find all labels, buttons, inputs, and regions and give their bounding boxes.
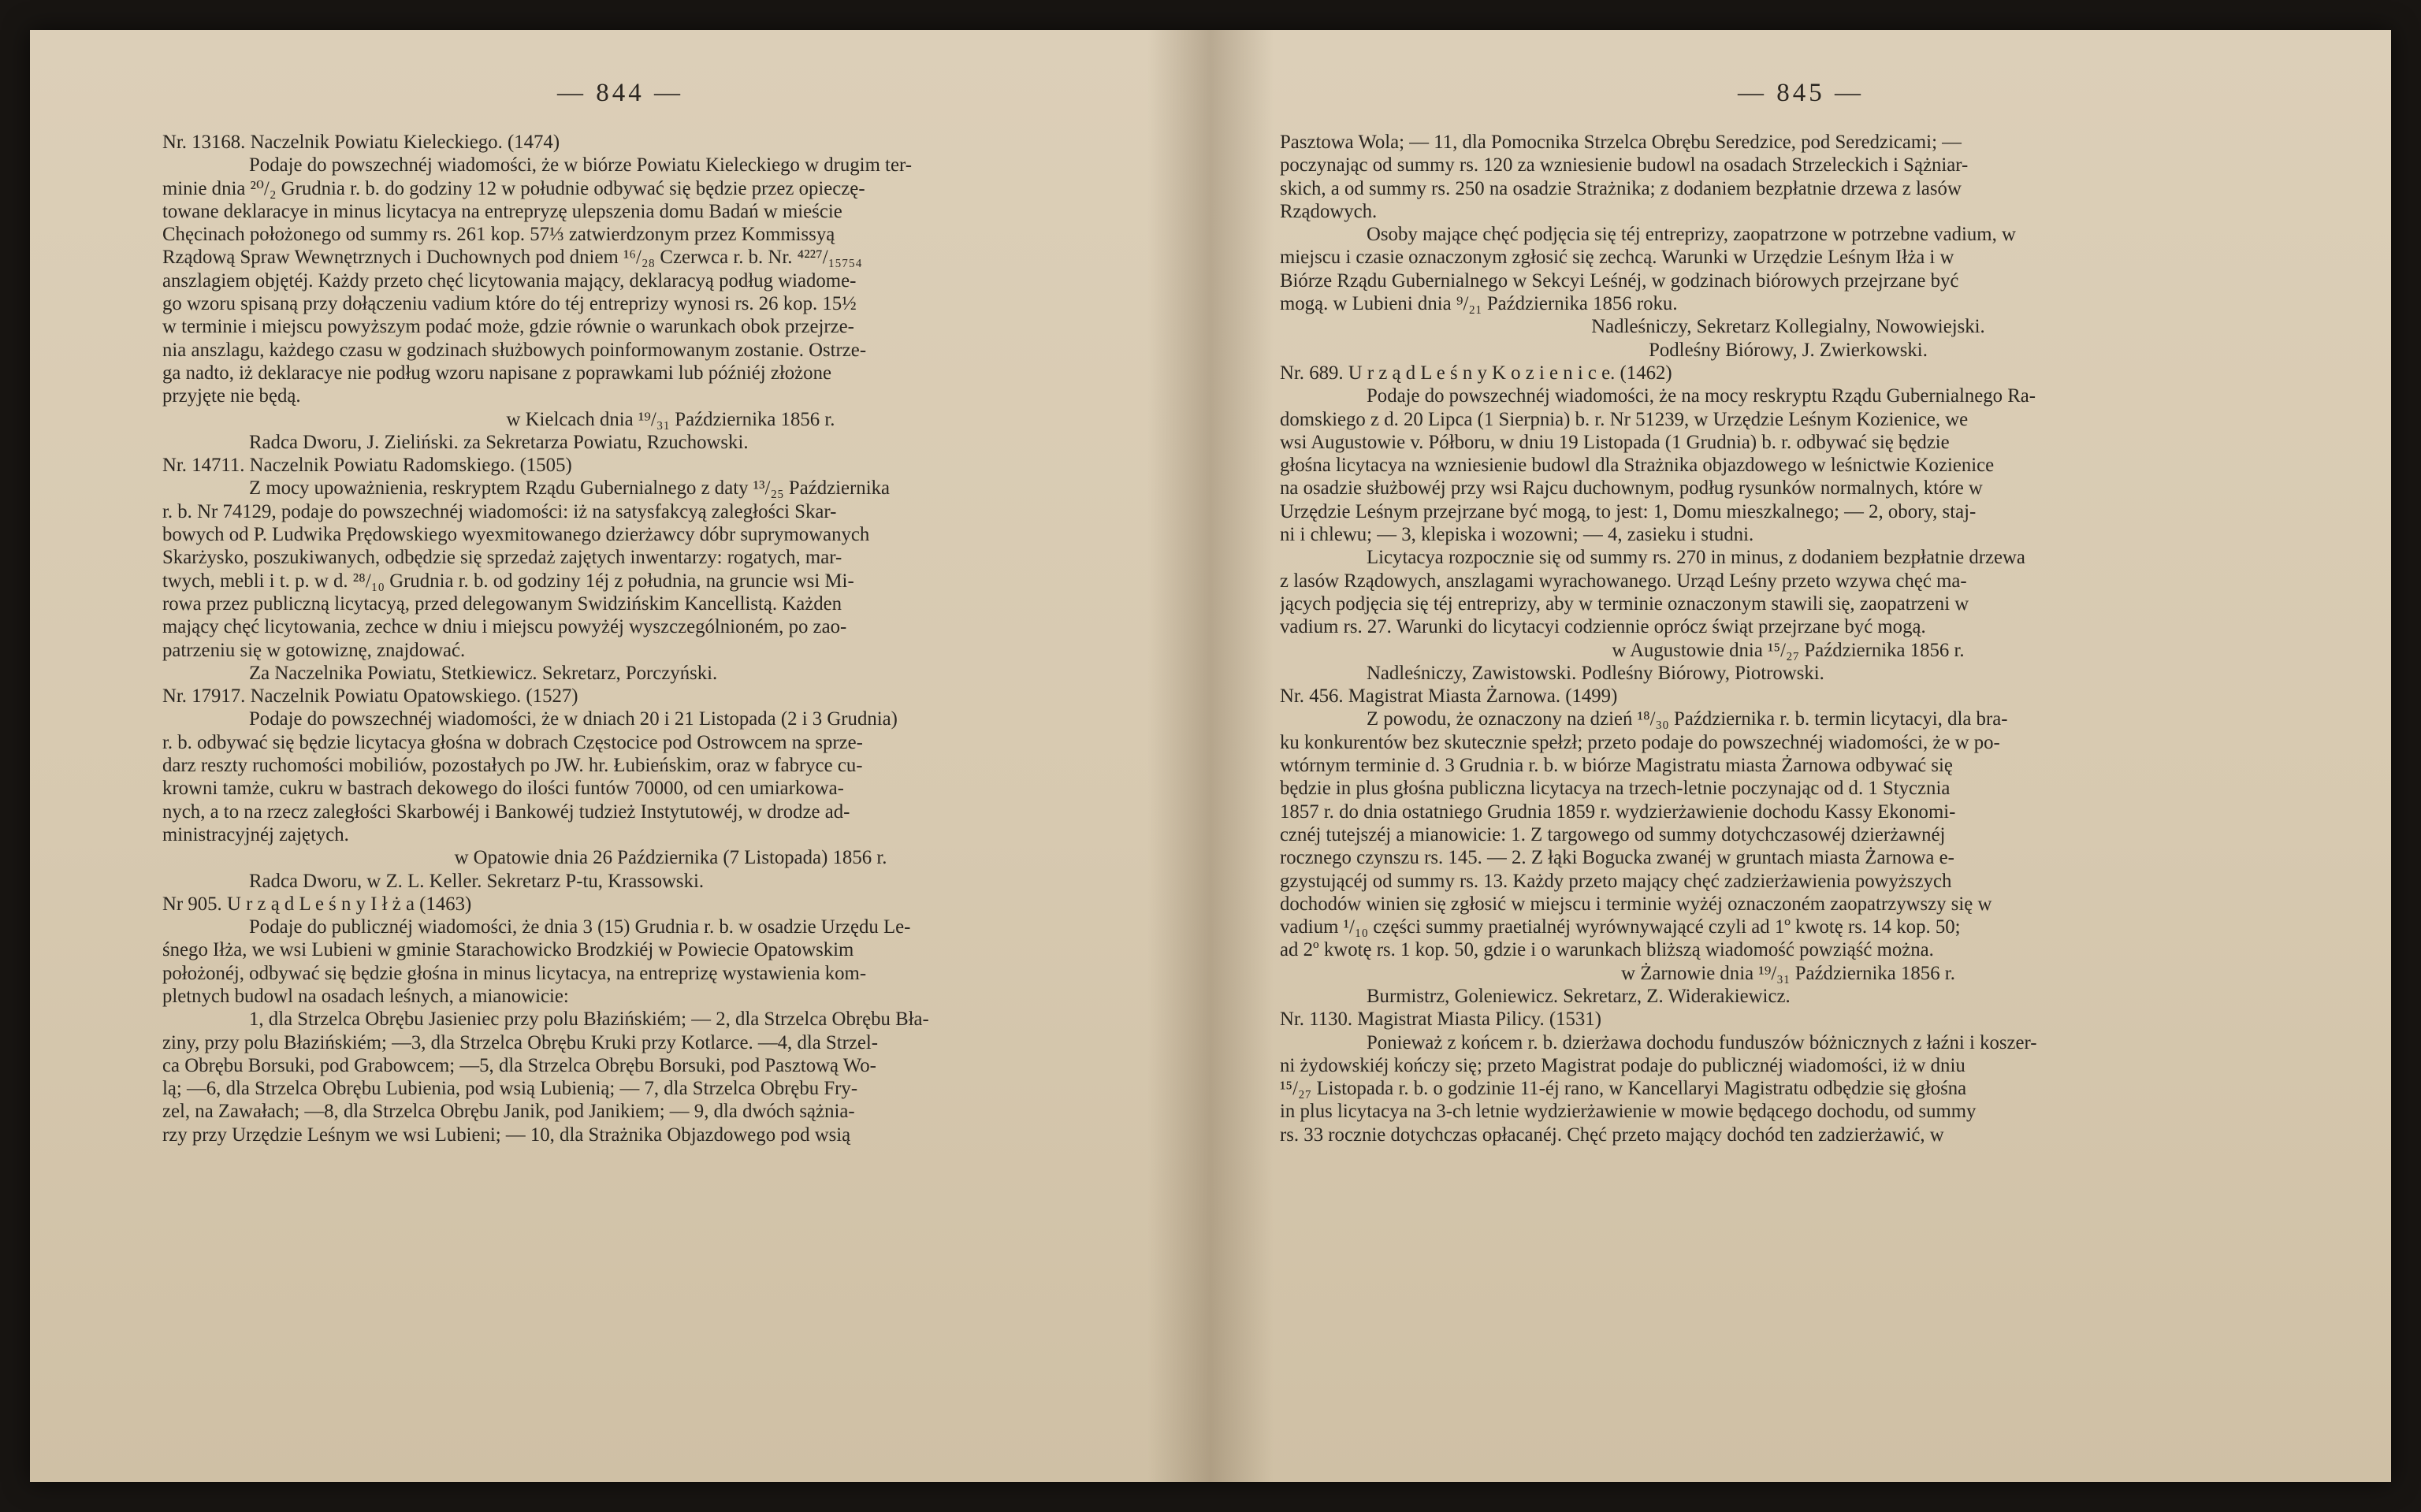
- text-line: Osoby mające chęć podjęcia się téj entreprizy, zaopatrzone w potrzebne vadium, w: [1367, 224, 2016, 246]
- text-line: w terminie i miejscu powyższym podać może, gdzie równie o warunkach obok przejrze-: [162, 316, 854, 338]
- text-line: ministracyjnéj zajętych.: [162, 823, 349, 845]
- text-line: śnego Iłża, we wsi Lubieni w gminie Starachowicko Brodzkiéj w Powiecie Opatowskim: [162, 939, 854, 961]
- text-line: miejscu i czasie oznaczonym zgłosić się zechcą. Warunki w Urzędzie Leśnym Iłża i w: [1280, 247, 1954, 269]
- text-line: Rządową Spraw Wewnętrznych i Duchownych pod dniem ¹⁶/₂₈ Czerwca r. b. Nr. ⁴²²⁷/₁₅₇₅₄: [162, 247, 862, 269]
- text-line: w Kielcach dnia ¹⁹/₃₁ Października 1856 r.: [506, 408, 835, 430]
- text-line: będzie in plus głośna publiczna licytacya na trzech-letnie poczynając od d. 1 Stycznia: [1280, 778, 1951, 800]
- text-line: pletnych budowl na osadach leśnych, a mianowicie:: [162, 985, 569, 1007]
- text-line: Z mocy upoważnienia, reskryptem Rządu Gubernialnego z daty ¹³/₂₅ Października: [249, 477, 890, 500]
- text-line: głośna licytacya na wzniesienie budowl dla Strażnika objazdowego w leśnictwie Kozienice: [1280, 455, 1995, 477]
- page-right: [1210, 30, 2391, 1482]
- text-line: na osadzie służbowéj przy wsi Rajcu duchownym, podług rysunków normalnych, które w: [1280, 477, 1983, 500]
- text-line: ni i chlewu; — 3, klepiska i wozowni; — 4, zasieku i studni.: [1280, 524, 1754, 546]
- text-line: Nr 905. U r z ą d L e ś n y I ł ż a (1463): [162, 893, 472, 915]
- text-line: go wzoru spisaną przy dołączeniu vadium które do téj entreprizy wynosi rs. 26 kop. 15½: [162, 293, 857, 315]
- page-number-right: — 845 —: [1738, 79, 1864, 107]
- text-line: gzystującéj od summy rs. 13. Każdy przeto mający chęć zadzierżawienia powyższych: [1280, 870, 1952, 892]
- text-line: Nadleśniczy, Zawistowski. Podleśny Biórowy, Piotrowski.: [1367, 662, 1824, 684]
- text-line: Radca Dworu, w Z. L. Keller. Sekretarz P-tu, Krassowski.: [249, 870, 705, 892]
- text-line: 1, dla Strzelca Obrębu Jasieniec przy polu Błazińskiém; — 2, dla Strzelca Obrębu Bła-: [249, 1009, 929, 1031]
- text-line: twych, mebli i t. p. w d. ²⁸/₁₀ Grudnia r. b. od godziny 1éj z południa, na gruncie wsi Mi-: [162, 570, 854, 592]
- text-line: wtórnym terminie d. 3 Grudnia r. b. w biórze Magistratu miasta Żarnowa odbywać się: [1280, 755, 1953, 777]
- text-line: Podaje do publicznéj wiadomości, że dnia 3 (15) Grudnia r. b. w osadzie Urzędu Le-: [249, 916, 911, 938]
- text-line: r. b. Nr 74129, podaje do powszechnéj wiadomości: iż na satysfakcyą zaległości Skar-: [162, 500, 837, 522]
- text-line: Burmistrz, Goleniewicz. Sekretarz, Z. Widerakiewicz.: [1367, 985, 1791, 1007]
- text-line: nych, a to na rzecz zaległości Skarbowéj i Bankowéj tudzież Instytutowéj, w drodze ad-: [162, 801, 850, 823]
- text-line: Licytacya rozpocznie się od summy rs. 270 in minus, z dodaniem bezpłatnie drzewa: [1367, 547, 2025, 569]
- text-line: vadium rs. 27. Warunki do licytacyi codziennie oprócz świąt przejrzane być mogą.: [1280, 616, 1926, 638]
- text-line: ca Obrębu Borsuki, pod Grabowcem; —5, dla Strzelca Obrębu Borsuki, pod Pasztową Wo-: [162, 1054, 876, 1076]
- text-line: Nr. 17917. Naczelnik Powiatu Opatowskiego. (1527): [162, 685, 578, 708]
- text-line: ad 2º kwotę rs. 1 kop. 50, gdzie i o warunkach bliższą wiadomość powziąść można.: [1280, 939, 1934, 961]
- text-line: mogą. w Lubieni dnia ⁹/₂₁ Października 1856 roku.: [1280, 293, 1678, 315]
- text-line: dochodów winien się zgłosić w miejscu i terminie wyżéj oznaczoném zaopatrzywszy się w: [1280, 893, 1992, 915]
- text-line: poczynając od summy rs. 120 za wzniesienie budowl na osadach Strzeleckich i Sążniar-: [1280, 154, 1969, 176]
- text-line: wsi Augustowie v. Półboru, w dniu 19 Listopada (1 Grudnia) b. r. odbywać się będzie: [1280, 431, 1950, 453]
- text-line: r. b. odbywać się będzie licytacya głośna w dobrach Częstocice pod Ostrowcem na sprze-: [162, 731, 863, 753]
- text-line: Nadleśniczy, Sekretarz Kollegialny, Nowowiejski.: [1591, 316, 1985, 338]
- text-line: ku konkurentów bez skutecznie spełzł; przeto podaje do powszechnéj wiadomości, że w po-: [1280, 731, 2000, 753]
- text-line: anszlagiem objętéj. Każdy przeto chęć licytowania mający, deklaracyą podług wiadome-: [162, 269, 857, 292]
- text-line: w Augustowie dnia ¹⁵/₂₇ Października 1856 r.: [1612, 639, 1965, 661]
- text-line: lą; —6, dla Strzelca Obrębu Lubienia, pod wsią Lubienią; — 7, dla Strzelca Obrębu Fry-: [162, 1078, 858, 1100]
- text-line: rowa przez publiczną licytacyą, przed delegowanym Swidzińskim Kancellistą. Każden: [162, 593, 842, 615]
- text-line: skich, a od summy rs. 250 na osadzie Strażnika; z dodaniem bezpłatnie drzewa z lasów: [1280, 177, 1962, 199]
- text-line: ni żydowskiéj kończy się; przeto Magistrat podaje do publicznéj wiadomości, iż w dniu: [1280, 1054, 1965, 1076]
- text-line: rzy przy Urzędzie Leśnym we wsi Lubieni; — 10, dla Strażnika Objazdowego pod wsią: [162, 1124, 851, 1146]
- text-line: Urzędzie Leśnym przejrzane być mogą, to jest: 1, Domu mieszkalnego; — 2, obory, staj-: [1280, 500, 1977, 522]
- text-line: Podaje do powszechnéj wiadomości, że na mocy reskryptu Rządu Gubernialnego Ra-: [1367, 385, 2036, 407]
- text-line: Z powodu, że oznaczony na dzień ¹⁸/₃₀ Października r. b. termin licytacyi, dla bra-: [1367, 708, 2008, 730]
- text-line: ga nadto, iż deklaracye nie podług wzoru napisane z poprawkami lub późniéj złożone: [162, 362, 831, 384]
- text-line: 1857 r. do dnia ostatniego Grudnia 1859 r. wydzierżawienie dochodu Kassy Ekonomi-: [1280, 801, 1956, 823]
- text-line: Biórze Rządu Gubernialnego w Sekcyi Leśnéj, w godzinach biórowych przejrzane być: [1280, 269, 1959, 292]
- text-line: patrzeniu się w gotowiznę, znajdować.: [162, 639, 466, 661]
- text-line: in plus licytacya na 3-ch letnie wydzierżawienie w mowie będącego dochodu, od summy: [1280, 1101, 1977, 1123]
- text-line: krowni tamże, cukru w bastrach dekowego do ilości funtów 70000, od cen umiarkowa-: [162, 778, 844, 800]
- text-line: Skarżysko, poszukiwanych, odbędzie się sprzedaż zajętych inwentarzy: rogatych, mar-: [162, 547, 842, 569]
- text-line: ¹⁵/₂₇ Listopada r. b. o godzinie 11-éj rano, w Kancellaryi Magistratu odbędzie się głośna: [1280, 1078, 1967, 1100]
- text-line: w Opatowie dnia 26 Października (7 Listopada) 1856 r.: [454, 847, 887, 869]
- text-line: Radca Dworu, J. Zieliński. za Sekretarza Powiatu, Rzuchowski.: [249, 431, 749, 453]
- text-line: towane deklaracye in minus licytacya na entrepryzę ulepszenia domu Badań w mieście: [162, 200, 842, 222]
- text-line: Podaje do powszechnéj wiadomości, że w biórze Powiatu Kieleckiego w drugim ter-: [249, 154, 912, 176]
- text-line: nia anszlagu, każdego czasu w godzinach służbowych poinformowanym zostanie. Ostrze-: [162, 339, 867, 361]
- text-line: Nr. 456. Magistrat Miasta Żarnowa. (1499): [1280, 685, 1618, 708]
- page-left: [30, 30, 1210, 1482]
- text-line: Podleśny Biórowy, J. Zwierkowski.: [1649, 339, 1928, 361]
- text-line: Ponieważ z końcem r. b. dzierżawa dochodu funduszów bóżnicznych z łaźni i koszer-: [1367, 1031, 2037, 1053]
- text-line: darz reszty ruchomości mobiliów, pozostałych po JW. hr. Łubieńskim, oraz w fabryce cu-: [162, 755, 863, 777]
- text-line: minie dnia ²⁰/₂ Grudnia r. b. do godziny 12 w południe odbywać się będzie przez opieczę-: [162, 177, 865, 199]
- book-spread: [30, 30, 2391, 1482]
- text-line: jących podjęcia się téj entreprizy, aby w terminie oznaczonym stawili się, zaopatrzeni w: [1280, 593, 1969, 615]
- text-line: Nr. 1130. Magistrat Miasta Pilicy. (1531): [1280, 1009, 1601, 1031]
- text-column-right: [1280, 131, 2296, 1146]
- text-line: Podaje do powszechnéj wiadomości, że w dniach 20 i 21 Listopada (2 i 3 Grudnia): [249, 708, 898, 730]
- text-line: w Żarnowie dnia ¹⁹/₃₁ Października 1856 r.: [1621, 962, 1955, 984]
- text-line: vadium ¹/₁₀ części summy praetialnéj wyrównywającé czyli ad 1º kwotę rs. 14 kop. 50;: [1280, 916, 1961, 938]
- text-line: Nr. 13168. Naczelnik Powiatu Kieleckiego. (1474): [162, 132, 560, 153]
- text-line: zel, na Zawałach; —8, dla Strzelca Obrębu Janik, pod Janikiem; — 9, dla dwóch sążnia-: [162, 1101, 855, 1123]
- text-line: Nr. 14711. Naczelnik Powiatu Radomskiego. (1505): [162, 455, 572, 477]
- text-line: rs. 33 rocznie dotychczas opłacanéj. Chęć przeto mający dochód ten zadzierżawić, w: [1280, 1124, 1944, 1146]
- text-line: Pasztowa Wola; — 11, dla Pomocnika Strzelca Obrębu Seredzice, pod Seredzicami; —: [1280, 132, 1962, 153]
- text-line: przyjęte nie będą.: [162, 385, 301, 407]
- text-line: położonéj, odbywać się będzie głośna in minus licytacya, na entreprizę wystawienia kom-: [162, 962, 867, 984]
- text-column-left: [162, 131, 1179, 1146]
- text-line: Chęcinach położonego od summy rs. 261 kop. 57⅓ zatwierdzonym przez Kommissyą: [162, 224, 835, 246]
- text-line: z lasów Rządowych, anszlagami wyrachowanego. Urząd Leśny przeto wzywa chęć ma-: [1280, 570, 1967, 592]
- text-line: Rządowych.: [1280, 200, 1378, 222]
- text-line: mający chęć licytowania, zechce w dniu i miejscu powyżéj wyszczególnioném, po zao-: [162, 616, 847, 638]
- text-line: cznéj tutejszéj a mianowicie: 1. Z targowego od summy dotychczasowéj dzierżawnéj: [1280, 823, 1946, 845]
- page-number-left: — 844 —: [557, 79, 683, 107]
- text-line: ziny, przy polu Błazińskiém; —3, dla Strzelca Obrębu Kruki przy Kotlarce. —4, dla Strzel-: [162, 1031, 879, 1053]
- text-line: Nr. 689. U r z ą d L e ś n y K o z i e n i c e. (1462): [1280, 362, 1672, 384]
- text-line: rocznego czynszu rs. 145. — 2. Z łąki Bogucka zwanéj w gruntach miasta Żarnowa e-: [1280, 847, 1954, 869]
- text-line: domskiego z d. 20 Lipca (1 Sierpnia) b. r. Nr 51239, w Urzędzie Leśnym Kozienice, we: [1280, 408, 1969, 430]
- text-line: bowych od P. Ludwika Prędowskiego wyexmitowanego dzierżawcy dóbr suprymowanych: [162, 524, 870, 546]
- text-line: Za Naczelnika Powiatu, Stetkiewicz. Sekretarz, Porczyński.: [249, 662, 718, 684]
